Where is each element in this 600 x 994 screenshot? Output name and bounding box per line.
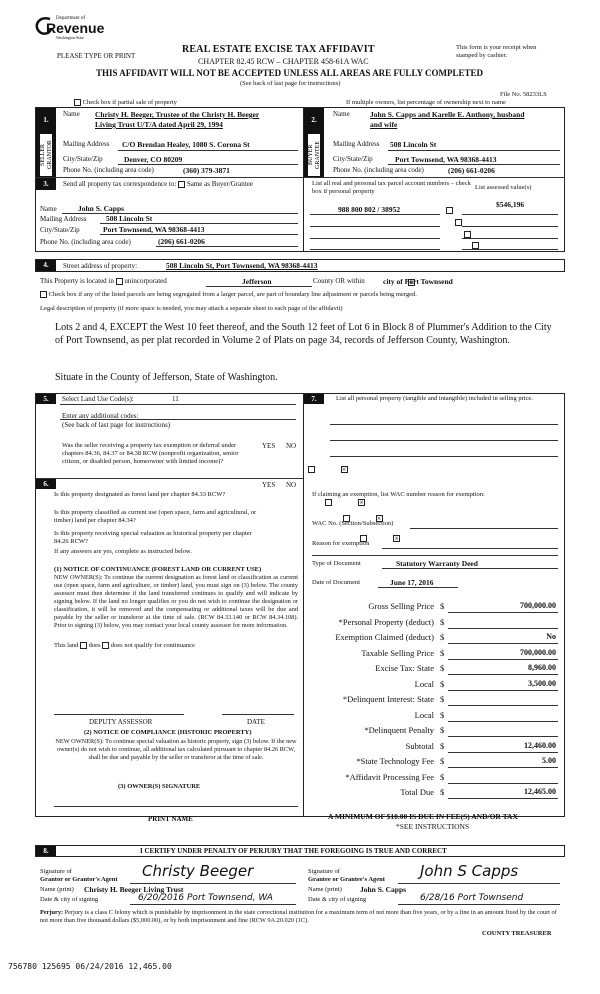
grantor-signature: Christy Beeger <box>142 862 254 880</box>
unincorporated-checkbox[interactable] <box>116 278 123 285</box>
parcel-personal-checkbox-1[interactable] <box>446 207 453 214</box>
corr-phone: (206) 661-0206 <box>158 237 205 246</box>
grantee-date-label: Date & city of signing <box>308 896 367 903</box>
seller-name-1: Christy H. Beeger, Trustee of the Christy H. Beeger <box>95 110 260 119</box>
situate-line: Situate in the County of Jefferson, State of Washington. <box>55 372 278 383</box>
grantor-name: Christy H. Beeger Living Trust <box>84 885 184 894</box>
doc-date: June 17, 2016 <box>390 578 434 587</box>
dollar-sign: $ <box>440 647 445 658</box>
corr-phone-label: Phone No. (including area code) <box>40 238 131 246</box>
county-or: County OR within <box>313 277 365 285</box>
tax-row <box>310 632 560 645</box>
grantee-date: 6/28/16 Port Townsend <box>420 893 524 903</box>
tax-row <box>310 694 560 707</box>
parcel-account: 988 800 802 / 38952 <box>338 205 401 214</box>
doc-type: Statutory Warranty Deed <box>396 559 478 568</box>
tax-row <box>310 772 560 785</box>
grantee-signature: John S Capps <box>420 862 519 880</box>
deputy-date: DATE <box>247 718 265 726</box>
dollar-sign: $ <box>440 771 445 782</box>
tax-row-label: *State Technology Fee <box>356 756 434 766</box>
cashier-stamp: 756780 125695 06/24/2016 12,465.00 <box>8 962 172 971</box>
county-name: Jefferson <box>242 277 272 286</box>
see-back: (See back of last page for instructions) <box>240 80 341 87</box>
same-as-buyer-checkbox[interactable] <box>178 181 185 188</box>
tax-row-value: 12,460.00 <box>524 740 556 750</box>
buyer-grantee-label: BUYER GRANTEE <box>308 134 320 176</box>
section-4-number: 4. <box>36 260 56 271</box>
tax-row-label: *Affidavit Processing Fee <box>345 771 434 782</box>
corr-name-label: Name <box>40 205 57 213</box>
sec5-no-checkbox[interactable] <box>341 466 348 473</box>
file-no: File No. 58233LS <box>500 91 547 98</box>
continuance-title: (1) NOTICE OF CONTINUANCE (FOREST LAND OR CURRENT USE) <box>54 566 262 573</box>
does-not-checkbox[interactable] <box>102 642 109 649</box>
buyer-phone-label: Phone No. (including area code) <box>333 166 424 174</box>
tax-row <box>310 710 560 723</box>
tax-row <box>310 617 560 630</box>
buyer-mailing-label: Mailing Address <box>333 140 380 148</box>
wac-label: WAC No. (Section/Subsection) <box>312 520 394 527</box>
current-use-question: Is this property classified as current use (open space, farm and agricultural, or timber) land per chapter 84.34? <box>54 509 257 524</box>
grantor-date: 6/20/2016 Port Townsend, WA <box>138 893 273 903</box>
see-instructions: *SEE INSTRUCTIONS <box>396 822 470 831</box>
tax-row-label: *Delinquent Interest: State <box>342 694 434 704</box>
seller-name-2: Living Trust U/T/A dated April 29, 1994 <box>95 120 223 129</box>
legal-label: Legal description of property (if more space is needed, you may attach a separate sheet to each page of the affidavit) <box>40 305 343 312</box>
section-7-number: 7. <box>304 394 324 404</box>
additional-codes: Enter any additional codes: <box>62 412 139 420</box>
revenue-logo <box>34 16 106 44</box>
tax-row <box>310 648 560 661</box>
reason-label: Reason for exemption <box>312 540 370 547</box>
corr-city-label: City/State/Zip <box>40 226 80 234</box>
tax-row-value: 8,960.00 <box>528 663 556 672</box>
sec6-no-header: NO <box>286 481 297 489</box>
tax-row-label: Excise Tax: State <box>375 663 434 673</box>
dollar-sign: $ <box>440 678 445 689</box>
claim-exemption-label: If claiming an exemption, list WAC number reason for exemption: <box>312 491 485 498</box>
tax-row <box>310 679 560 692</box>
tax-row <box>310 741 560 754</box>
historic-no-checkbox[interactable] <box>393 535 400 542</box>
section-8-number: 8. <box>36 846 56 856</box>
buyer-name-2: and wife <box>370 120 398 129</box>
city-of: city of Port Townsend <box>383 277 453 286</box>
parcel-personal-checkbox-3[interactable] <box>464 231 471 238</box>
tax-row-value: 12,465.00 <box>524 787 556 796</box>
grantee-name: John S. Capps <box>360 885 407 894</box>
print-name-label: PRINT NAME <box>148 815 193 823</box>
sec5-yes-header: YES <box>262 442 276 450</box>
tax-row-value: 3,500.00 <box>528 678 556 688</box>
tax-row-label: Exemption Claimed (deduct) <box>335 632 434 642</box>
dept-state: Washington State <box>56 35 85 40</box>
tax-row <box>310 663 560 676</box>
dollar-sign: $ <box>440 725 445 735</box>
dollar-sign: $ <box>440 694 445 704</box>
section-1-number: 1. <box>36 108 56 133</box>
if-yes-note: If any answers are yes, complete as instructed below. <box>54 548 192 555</box>
dollar-sign: $ <box>440 787 445 797</box>
tax-row-value: 700,000.00 <box>520 647 556 657</box>
segregated-checkbox[interactable] <box>40 291 47 298</box>
dollar-sign: $ <box>440 616 445 627</box>
buyer-phone: (206) 661-0206 <box>448 166 495 175</box>
tax-row-label: Taxable Selling Price <box>361 647 434 658</box>
tax-row-label: Total Due <box>400 787 434 797</box>
buyer-city: Port Townsend, WA 98368-4413 <box>395 155 497 164</box>
grantee-sig-label-2: Grantee or Grantee's Agent <box>308 876 385 883</box>
parcel-personal-checkbox-2[interactable] <box>455 219 462 226</box>
multiple-owners: If multiple owners, list percentage of ownership next to name <box>346 99 506 106</box>
section-6-number: 6. <box>36 479 56 489</box>
doc-date-label: Date of Document <box>312 579 361 586</box>
seller-mailing-label: Mailing Address <box>63 140 110 148</box>
corr-mailing: 508 Lincoln St <box>106 214 153 223</box>
historic-title: (2) NOTICE OF COMPLIANCE (HISTORIC PROPERTY) <box>84 729 252 736</box>
located-line: This Property is located in unincorporated <box>40 277 167 285</box>
seller-phone-label: Phone No. (including area code) <box>63 166 154 174</box>
codes-see-back: (See back of last page for instructions) <box>62 421 171 429</box>
forest-no-checkbox[interactable] <box>358 499 365 506</box>
tax-row-value: No <box>546 632 556 641</box>
chapter: CHAPTER 82.45 RCW – CHAPTER 458-61A WAC <box>198 57 369 66</box>
doc-type-label: Type of Document <box>312 560 361 567</box>
land-use-value: 11 <box>172 395 179 403</box>
dollar-sign: $ <box>440 709 445 720</box>
seller-phone: (360) 379-3871 <box>183 166 230 175</box>
buyer-name-label: Name <box>333 110 350 118</box>
dept-small: Department of <box>56 16 86 21</box>
dollar-sign: $ <box>440 632 445 642</box>
buyer-mailing: 508 Lincoln St <box>390 140 437 149</box>
section-5-number: 5. <box>36 394 56 404</box>
owner-signature-label: (3) OWNER(S) SIGNATURE <box>118 783 201 790</box>
receipt-note: This form is your receipt when stamped by cashier. <box>456 44 537 59</box>
dollar-sign: $ <box>440 740 445 751</box>
street-label: Street address of property: <box>63 262 138 270</box>
seller-city: Denver, CO 80209 <box>124 155 183 164</box>
parcel-list-label: List all real and personal tax parcel account numbers – check box if personal property <box>312 180 471 195</box>
forest-question: Is this property designated as forest land per chapter 84.33 RCW? <box>54 491 226 498</box>
tax-row-label: Subtotal <box>405 740 434 751</box>
corr-mailing-label: Mailing Address <box>40 215 87 223</box>
seller-grantor-label: SELLER GRANTOR <box>40 134 52 176</box>
tax-row-label: *Delinquent Penalty <box>364 725 434 735</box>
corr-city: Port Townsend, WA 98368-4413 <box>103 225 205 234</box>
grantor-sig-label-2: Grantor or Grantor's Agent <box>40 876 118 883</box>
exemption-question: Was the seller receiving a property tax exemption or deferral under chapters 84.36, 84.37 or 84.38 RCW (nonprofit organization, senior citizen, or disabled person, homeowner with limited income)? <box>62 442 239 465</box>
continuance-text: NEW OWNER(S): To continue the current designation as forest land or classification as current use (open space, farm and agriculture, or timber) land, you must sign on (3) below. The county assessor must then determine if the land transferred continues to qualify and will indicate by signing below. If the land no longer qualifies or you do not wish to continue the designation or classification, it will be removed and the compensating or additional taxes will be due and payable by the seller or transferor at the time of sale. (RCW 84.33.140 or RCW 84.34.108). Prior to signing (3) below, you may contact your local county assessor for more information. <box>54 574 298 629</box>
seller-city-label: City/State/Zip <box>63 155 103 163</box>
dollar-sign: $ <box>440 601 445 611</box>
tax-row-value: 5.00 <box>542 756 556 765</box>
deputy-assessor: DEPUTY ASSESSOR <box>89 718 153 726</box>
county-treasurer: COUNTY TREASURER <box>482 930 552 937</box>
tax-row <box>310 601 560 614</box>
sec6-yes-header: YES <box>262 481 276 489</box>
buyer-city-label: City/State/Zip <box>333 155 373 163</box>
tax-row <box>310 787 560 800</box>
dollar-sign: $ <box>440 663 445 673</box>
minimum-note: A MINIMUM OF $10.00 IS DUE IN FEE(S) AND/OR TAX <box>328 812 518 821</box>
section-2-number: 2. <box>304 108 324 133</box>
warning: THIS AFFIDAVIT WILL NOT BE ACCEPTED UNLESS ALL AREAS ARE FULLY COMPLETED <box>96 68 484 78</box>
send-correspondence: Send all property tax correspondence to: Same as Buyer/Grantee <box>63 180 253 188</box>
this-land-line: This land does does not qualify for continuance <box>54 642 195 649</box>
perjury-notice: Perjury: Perjury is a class C felony which is punishable by imprisonment in the state correctional institution for a maximum term of not more than five years, or by a fine in an amount fixed by the court of not more than five thousand dollars ($5,000.00), or by both imprisonment and fine (RCW 9A.20.020 (1C). <box>40 909 557 924</box>
forest-yes-checkbox[interactable] <box>325 499 332 506</box>
grantee-sig-label-1: Signature of <box>308 868 340 875</box>
seller-mailing: C/O Brendan Healey, 1080 S. Corona St <box>122 140 250 149</box>
seller-name-label: Name <box>63 110 80 118</box>
section-3-number: 3. <box>36 178 56 190</box>
tax-row-value: 700,000.00 <box>520 601 556 610</box>
parcel-personal-checkbox-4[interactable] <box>472 242 479 249</box>
partial-sale: Check box if partial sale of property <box>74 99 177 107</box>
tax-row-label: Local <box>414 709 434 720</box>
dept-name: Revenue <box>46 20 105 36</box>
tax-row-label: Local <box>414 678 434 689</box>
historic-question: Is this property receiving special valuation as historical property per chapter 84.26 RCW? <box>54 530 252 545</box>
tax-row <box>310 725 560 738</box>
dollar-sign: $ <box>440 756 445 766</box>
assessed-label: List assessed value(s) <box>475 184 532 191</box>
tax-row-label: Gross Selling Price <box>368 601 434 611</box>
sec5-yes-checkbox[interactable] <box>308 466 315 473</box>
corr-name: John S. Capps <box>78 204 125 213</box>
tax-row-label: *Personal Property (deduct) <box>338 616 434 627</box>
grantor-sig-label-1: Signature of <box>40 868 72 875</box>
certify-statement: I CERTIFY UNDER PENALTY OF PERJURY THAT THE FOREGOING IS TRUE AND CORRECT <box>140 847 447 855</box>
segregated-line: Check box if any of the listed parcels are being segregated from a larger parcel, are part of boundary line adjustment or parcels being merged. <box>40 291 417 299</box>
type-or-print: PLEASE TYPE OR PRINT <box>57 52 136 60</box>
land-use-label: Select Land Use Code(s): <box>62 395 134 403</box>
sec5-no-header: NO <box>286 442 297 450</box>
tax-row <box>310 756 560 769</box>
historic-text: NEW OWNER(S): To continue special valuation as historic property, sign (3) below. If the new owner(s) do not wish to continue, all additional tax calculated pursuant to chapter 84.26 RCW, shall be due and payable by the seller or transferor at the time of sale. <box>55 738 297 761</box>
grantor-date-label: Date & city of signing <box>40 896 99 903</box>
partial-sale-checkbox[interactable] <box>74 99 81 106</box>
grantor-name-label: Name (print) <box>40 886 74 893</box>
legal-description: Lots 2 and 4, EXCEPT the West 10 feet thereof, and the South 12 feet of Lot 6 in Block 8 of Plummer's Addition to the City of Port Townsend, as per plat recorded in Volume 2 of Plats on page 34, records of Jefferson County, Washington. <box>55 322 552 346</box>
buyer-name-1: John S. Capps and Karelle E. Anthony, husband <box>370 110 525 119</box>
street-address: 508 Lincoln St, Port Townsend, WA 98368-4413 <box>166 261 318 270</box>
personal-property-label: List all personal property (tangible and intangible) included in selling price. <box>336 395 533 402</box>
assessed-value: $546,196 <box>496 200 525 209</box>
grantee-name-label: Name (print) <box>308 886 342 893</box>
form-title: REAL ESTATE EXCISE TAX AFFIDAVIT <box>182 44 375 55</box>
does-checkbox[interactable] <box>80 642 87 649</box>
